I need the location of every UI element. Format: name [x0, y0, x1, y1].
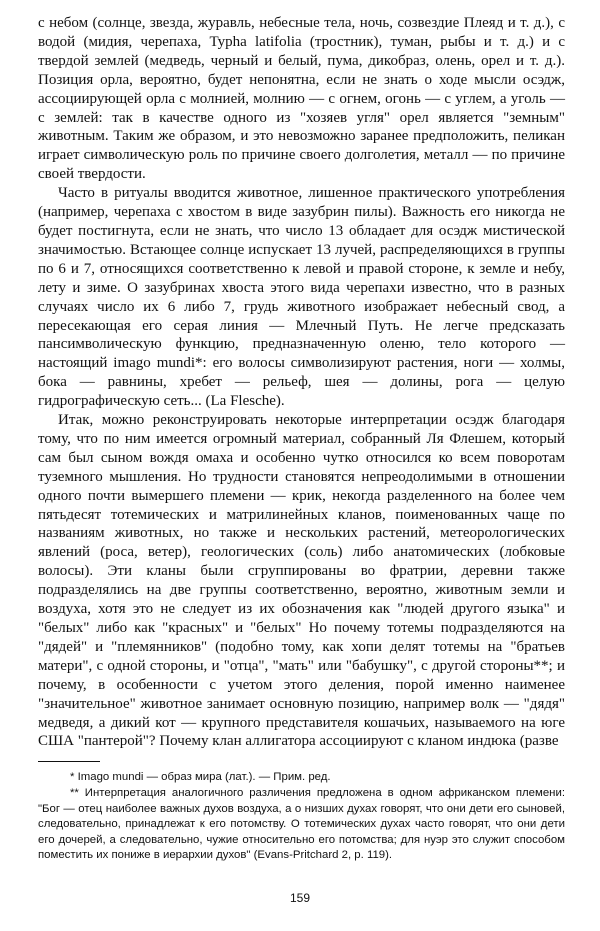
page-number: 159	[289, 891, 311, 905]
footnote-2: ** Интерпретация аналогичного различения предложена в одном африканском племени: "Бог — отец наиболее важных духов воздуха, а о низших духах говорят, что они дети его сыновей, следовательно, принадлежат к его потомству. О тотемических духах часто говорят, что они дети его дочерей, а следовательно, чужие относительно его потомства; для нуэр это служит способом поместить их пониже в иерархии духов" (Evans-Pritchard 2, p. 119).	[38, 786, 565, 862]
body-paragraph-3: Итак, можно реконструировать некоторые интерпретации осэдж благодаря тому, что по ним имеется огромный материал, собранный Ля Флешем, который сам был сыном вождя омаха и особенно чутко относился ко всем поворотам туземного мышления. Но трудности становятся непреодолимыми в отношении одного почти вымершего племени — крик, некогда разделенного на более чем пятьдесят тотемических и матрилинейных кланов, поименованных чаще по названиям животных, но также и нескольких растений, метеорологических явлений (роса, ветер), геологических (соль) либо анатомических (лобковые волосы). Эти кланы были сгруппированы во фратрии, деревни также подразделялись на две группы соответственно, вероятно, животным земли и воздуха, хотя это не следует из их обозначения как "людей другого языка" и "белых" либо как "красных" и "белых" Но почему тотемы подразделяются на "дядей" и "племянников" (подобно тому, как хопи делят тотемы на "братьев матери", с одной стороны, и "отца", "мать" или "бабушку", с другой стороны**; и почему, в особенности с учетом этого деления, порой именно наименее "значительное" животное занимает основную позицию, например волк — "дядя" медведя, а дикий кот — крупного представителя кошачьих, называемого на юге США "пантерой"? Почему клан аллигатора ассоциируют с кланом индюка (разве	[38, 412, 565, 750]
footnote-divider	[38, 761, 100, 762]
body-text	[38, 14, 565, 751]
body-paragraph-2: Часто в ритуалы вводится животное, лишенное практического употребления (например, черепаха с хвостом в виде зазубрин пилы). Важность его никогда не будет постигнута, если не знать, что число 13 обладает для осэдж мистической значимостью. Встающее солнце испускает 13 лучей, распределяющихся в группы по 6 и 7, относящихся соответственно к левой и правой стороне, к земле и небу, лету и зиме. О зазубринах хвоста этого вида черепахи известно, что в разных случаях число их 6 либо 7, грудь животного изображает небесный свод, а пересекающая его серая линия — Млечный Путь. Не легче предсказать пансимволическую функцию, предназначенную оленю, тело которого — настоящий imago mundi*: его волосы символизируют растения, ноги — холмы, бока — равнины, хребет — рельеф, шея — долины, рога — целую гидрографическую сеть... (La Flesche).	[38, 185, 565, 410]
body-paragraph-1: с небом (солнце, звезда, журавль, небесные тела, ночь, созвездие Плеяд и т. д.), с водой (мидия, черепаха, Typha latifolia (тростник), туман, рыбы и т. д.) и с твердой землей (медведь, черный и белый, пума, дикобраз, олень, орел и т. д.). Позиция орла, вероятно, будет непонятна, если не знать о ходе мысли осэдж, ассоциирующей орла с молнией, молнию — с огнем, огонь — с углем, а уголь — с землей: так в качестве одного из "хозяев угля" орел является "земным" животным. Таким же образом, и это невозможно заранее предположить, пеликан играет символическую роль по причине своего долголетия, металл — по причине своей твердости.	[38, 15, 565, 183]
footnote-1: * Imago mundi — образ мира (лат.). — Прим. ред.	[70, 771, 331, 784]
book-page	[38, 14, 565, 864]
footnotes	[38, 770, 565, 864]
